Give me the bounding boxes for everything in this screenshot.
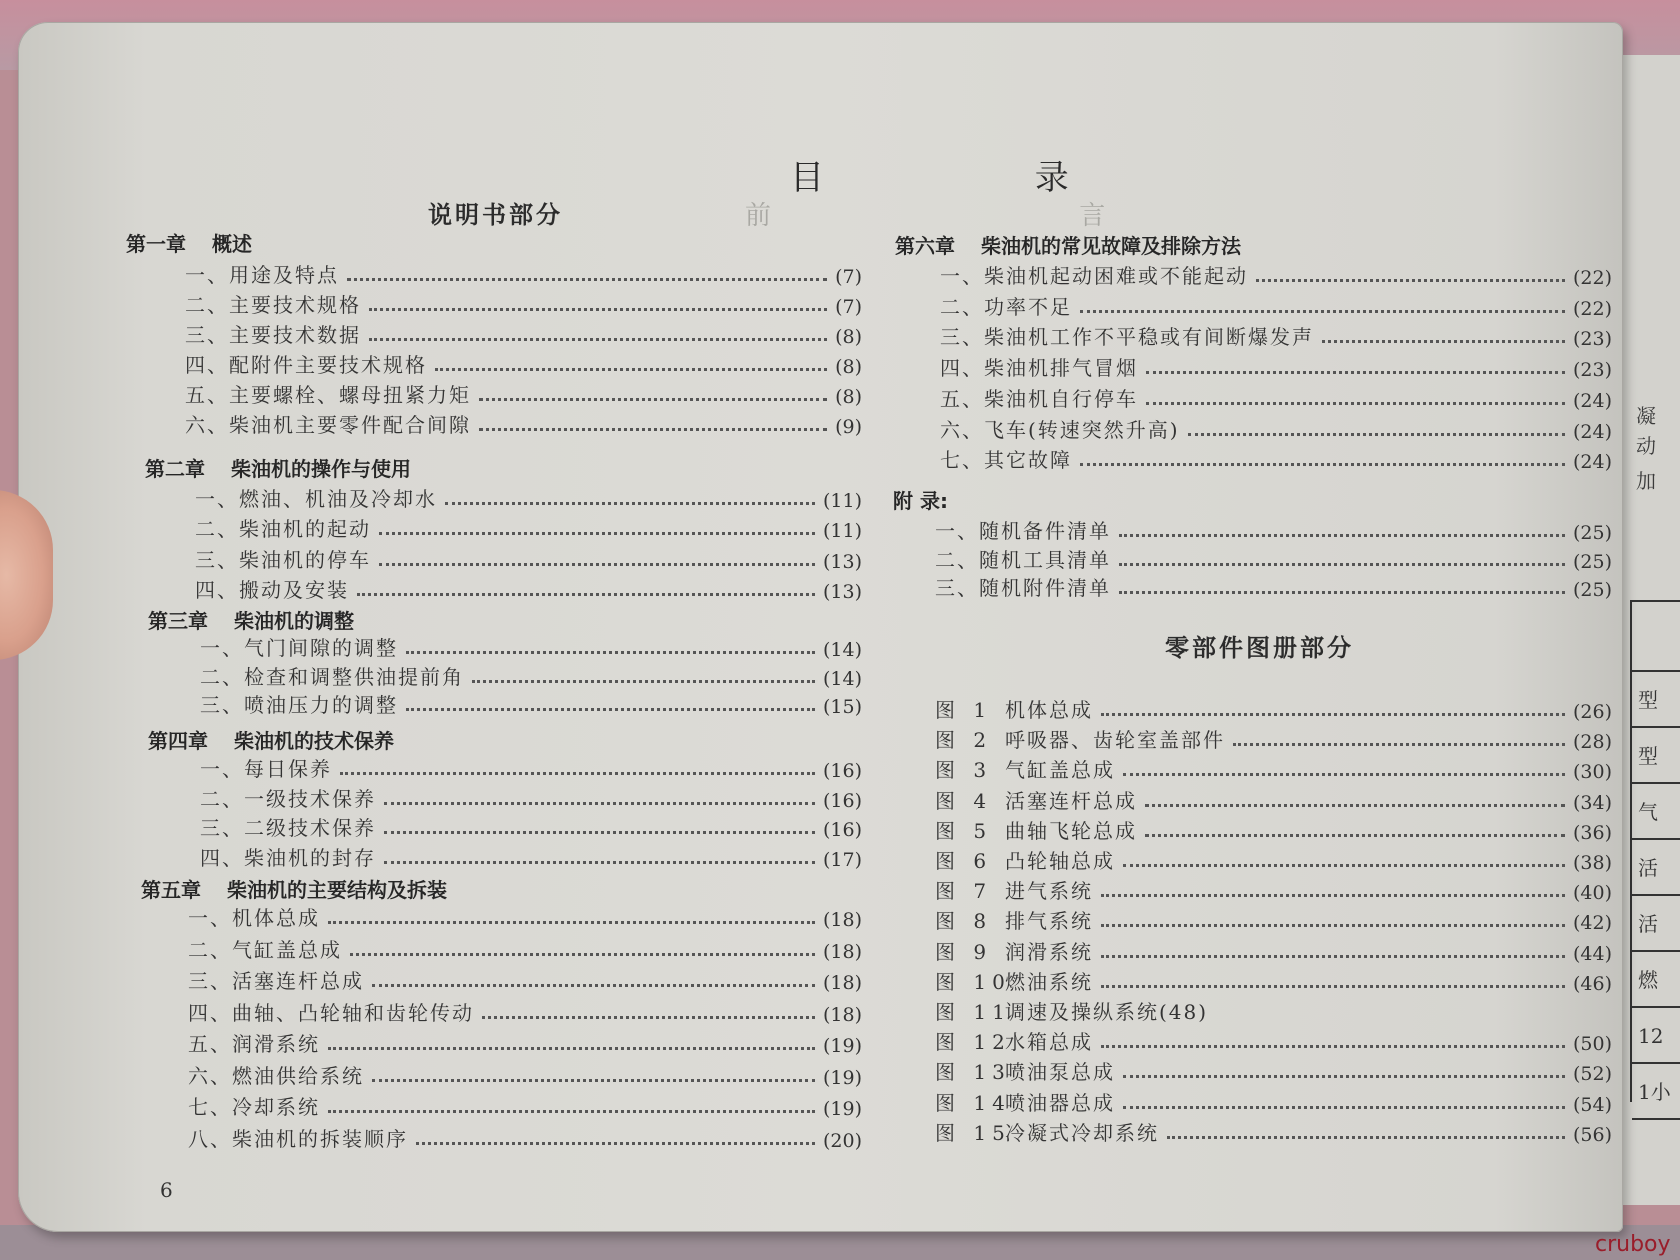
entry-label: 二、随机工具清单 xyxy=(935,547,1111,572)
entry-label: 一、每日保养 xyxy=(200,757,332,781)
dot-leader xyxy=(372,1079,815,1082)
section-heading-manual: 说明书部分 xyxy=(428,201,563,229)
entry-label: 六、柴油机主要零件配合间隙 xyxy=(185,413,471,437)
entry-label: 六、燃油供给系统 xyxy=(188,1063,364,1088)
entry-label: 二、检查和调整供油提前角 xyxy=(200,664,464,689)
chapter-number: 第三章 xyxy=(148,609,208,633)
entry-page-number: (17) xyxy=(822,848,862,871)
dot-leader xyxy=(340,772,815,775)
entry-label: 六、飞车(转速突然升高) xyxy=(940,417,1180,442)
entry-label: 一、燃油、机油及冷却水 xyxy=(195,487,437,511)
figure-number: 图 1 xyxy=(935,698,993,722)
figure-number: 图 5 xyxy=(935,818,993,843)
entry-page-number: (9) xyxy=(835,416,862,438)
dot-leader xyxy=(384,802,815,805)
section-heading-parts: 零部件图册部分 xyxy=(1165,634,1354,662)
figure-number: 图 9 xyxy=(935,939,993,964)
entry-page-number: (20) xyxy=(822,1129,862,1152)
entry-page-number: (14) xyxy=(822,667,862,690)
chapter-title: 柴油机的技术保养 xyxy=(234,729,394,753)
page-title: 目 录 xyxy=(790,158,1169,198)
toc-entry xyxy=(935,547,1612,573)
entry-page-number: (8) xyxy=(835,326,862,348)
dot-leader xyxy=(1080,310,1565,313)
entry-page-number: (7) xyxy=(835,296,862,318)
appendix-heading: 附 录: xyxy=(893,489,948,513)
toc-entry xyxy=(185,382,862,408)
entry-page-number: (13) xyxy=(822,550,862,573)
toc-entry xyxy=(940,355,1612,381)
entry-label: 三、随机附件清单 xyxy=(935,576,1111,600)
entry-label: 一、气门间隙的调整 xyxy=(200,636,398,660)
entry-page-number: (7) xyxy=(835,266,862,288)
entry-page-number: (34) xyxy=(1572,791,1612,814)
dot-leader xyxy=(328,1047,815,1050)
entry-page-number: (16) xyxy=(822,789,862,812)
dot-leader xyxy=(406,708,815,711)
entry-page-number: (15) xyxy=(822,696,862,718)
entry-label: 凸轮轴总成 xyxy=(1005,849,1115,873)
entry-label: 三、主要技术数据 xyxy=(185,323,361,347)
dot-leader xyxy=(435,368,827,371)
entry-label: 机体总成 xyxy=(1005,698,1093,722)
toc-entry xyxy=(188,1000,862,1026)
toc-entry xyxy=(200,756,862,782)
entry-page-number: (44) xyxy=(1572,942,1612,965)
entry-label: 五、润滑系统 xyxy=(188,1032,320,1056)
entry-label: 四、柴油机排气冒烟 xyxy=(940,356,1138,381)
entry-page-number: (56) xyxy=(1572,1123,1612,1146)
entry-page-number: (16) xyxy=(822,819,862,841)
figure-entry xyxy=(935,697,1612,723)
figure-entry xyxy=(935,788,1612,814)
chapter-title: 柴油机的常见故障及排除方法 xyxy=(981,234,1241,258)
next-page-table-cell: 型 xyxy=(1632,672,1680,728)
next-page-table-cell: 气 xyxy=(1632,784,1680,840)
toc-entry xyxy=(935,518,1612,544)
toc-entry xyxy=(200,786,862,812)
dot-leader xyxy=(1080,463,1565,466)
toc-entry xyxy=(200,664,862,690)
dot-leader xyxy=(1188,433,1565,436)
figure-entry xyxy=(935,878,1612,904)
dot-leader xyxy=(1123,1106,1565,1109)
entry-page-number: (40) xyxy=(1572,882,1612,905)
toc-entry xyxy=(188,1094,862,1120)
toc-entry xyxy=(940,447,1612,473)
entry-label: 三、喷油压力的调整 xyxy=(200,693,398,717)
chapter-number: 第五章 xyxy=(141,878,201,902)
dot-leader xyxy=(369,338,827,341)
entry-page-number: (36) xyxy=(1572,821,1612,844)
entry-page-number: (18) xyxy=(822,972,862,994)
entry-page-number: (18) xyxy=(822,940,862,963)
entry-label: 排气系统 xyxy=(1005,909,1093,934)
toc-entry xyxy=(188,968,862,994)
entry-page-number: (13) xyxy=(822,580,862,603)
chapter-heading xyxy=(148,725,394,754)
toc-entry xyxy=(185,412,862,438)
entry-label: 水箱总成 xyxy=(1005,1030,1093,1055)
toc-entry xyxy=(185,322,862,348)
entry-label: 二、气缸盖总成 xyxy=(188,937,342,962)
entry-page-number: (19) xyxy=(822,1098,862,1120)
entry-label: 二、功率不足 xyxy=(940,294,1072,319)
toc-entry xyxy=(940,263,1612,289)
entry-page-number: (42) xyxy=(1572,912,1612,935)
entry-page-number: (18) xyxy=(822,1003,862,1026)
dot-leader xyxy=(379,532,815,535)
figure-entry xyxy=(935,757,1612,783)
entry-page-number: (18) xyxy=(822,909,862,931)
figure-number: 图 4 xyxy=(935,788,993,813)
dot-leader xyxy=(384,831,815,834)
toc-entry xyxy=(940,324,1612,350)
entry-page-number: (26) xyxy=(1572,701,1612,723)
entry-page-number: (8) xyxy=(835,356,862,378)
chapter-heading xyxy=(126,228,252,257)
entry-page-number: (11) xyxy=(822,520,862,543)
figure-number: 图 7 xyxy=(935,879,993,904)
dot-leader xyxy=(379,563,815,566)
figure-entry xyxy=(935,1120,1612,1146)
dot-leader xyxy=(1101,985,1565,988)
entry-label: 呼吸器、齿轮室盖部件 xyxy=(1005,728,1225,753)
toc-entry xyxy=(200,815,862,841)
figure-entry xyxy=(935,1059,1612,1085)
next-page-table-cell: 12 xyxy=(1632,1008,1680,1064)
toc-entry xyxy=(185,262,862,288)
dot-leader xyxy=(1123,864,1565,867)
chapter-number: 第四章 xyxy=(148,729,208,753)
entry-page-number: (22) xyxy=(1572,297,1612,320)
entry-page-number: (11) xyxy=(822,490,862,512)
figure-entry xyxy=(935,1090,1612,1116)
watermark: cruboy xyxy=(1595,1232,1671,1257)
dot-leader xyxy=(328,921,815,924)
dot-leader xyxy=(328,1110,815,1113)
entry-label: 四、曲轴、凸轮轴和齿轮传动 xyxy=(188,1000,474,1025)
chapter-heading xyxy=(148,605,354,634)
entry-label: 二、柴油机的起动 xyxy=(195,517,371,542)
entry-label: 五、柴油机自行停车 xyxy=(940,386,1138,411)
dot-leader xyxy=(479,428,827,431)
entry-label: 燃油系统 xyxy=(1005,969,1093,994)
entry-label: 三、柴油机工作不平稳或有间断爆发声 xyxy=(940,325,1314,350)
dot-leader xyxy=(384,861,815,864)
entry-page-number: (19) xyxy=(822,1066,862,1089)
dot-leader xyxy=(1167,1136,1565,1139)
next-page-fragment: 凝 xyxy=(1636,404,1656,428)
entry-label: 四、柴油机的封存 xyxy=(200,845,376,870)
figure-number: 图 13 xyxy=(935,1060,1011,1085)
show-through-text: 前 言 xyxy=(745,201,1256,231)
entry-label: 三、活塞连杆总成 xyxy=(188,969,364,993)
dot-leader xyxy=(445,502,815,505)
figure-entry xyxy=(935,818,1612,844)
entry-label: 三、二级技术保养 xyxy=(200,816,376,840)
entry-page-number: (38) xyxy=(1572,852,1612,874)
entry-page-number: (28) xyxy=(1572,731,1612,754)
chapter-number: 第二章 xyxy=(145,457,205,481)
toc-entry xyxy=(185,292,862,318)
entry-page-number: (23) xyxy=(1572,328,1612,351)
figure-entry xyxy=(935,848,1612,874)
entry-page-number: (22) xyxy=(1572,267,1612,289)
toc-entry xyxy=(200,692,862,718)
dot-leader xyxy=(1146,371,1565,374)
figure-entry xyxy=(935,908,1612,934)
figure-entry xyxy=(935,939,1612,965)
entry-page-number: (52) xyxy=(1572,1063,1612,1086)
toc-entry xyxy=(935,575,1612,601)
dot-leader xyxy=(350,953,815,956)
next-page-table-cell: 燃 xyxy=(1632,952,1680,1008)
dot-leader xyxy=(1123,773,1565,776)
next-page-fragment: 动 xyxy=(1636,434,1656,458)
entry-label: 二、一级技术保养 xyxy=(200,786,376,811)
entry-label: 喷油泵总成 xyxy=(1005,1060,1115,1085)
figure-entry xyxy=(935,999,1612,1025)
toc-entry xyxy=(188,1126,862,1152)
figure-number: 图 12 xyxy=(935,1030,1011,1055)
entry-page-number: (24) xyxy=(1572,451,1612,474)
dot-leader xyxy=(1256,279,1565,282)
entry-label: 四、配附件主要技术规格 xyxy=(185,353,427,377)
dot-leader xyxy=(1119,534,1565,537)
entry-label: 一、柴油机起动困难或不能起动 xyxy=(940,264,1248,288)
entry-page-number: (25) xyxy=(1572,522,1612,544)
entry-label: 一、随机备件清单 xyxy=(935,519,1111,543)
entry-label: 气缸盖总成 xyxy=(1005,758,1115,783)
chapter-title: 柴油机的操作与使用 xyxy=(231,457,411,481)
figure-number: 图 14 xyxy=(935,1090,1011,1115)
entry-page-number: (24) xyxy=(1572,420,1612,443)
figure-entry xyxy=(935,1029,1612,1055)
next-page-table-cell: 活 xyxy=(1632,840,1680,896)
entry-label: 喷油器总成 xyxy=(1005,1090,1115,1115)
dot-leader xyxy=(347,278,827,281)
next-page-table-cell: 活 xyxy=(1632,896,1680,952)
entry-page-number: (23) xyxy=(1572,359,1612,382)
next-page-table xyxy=(1630,600,1680,1102)
dot-leader xyxy=(472,680,815,683)
next-page-fragment: 加 xyxy=(1636,469,1656,493)
dot-leader xyxy=(1101,1045,1565,1048)
next-page-edge xyxy=(1620,55,1680,1205)
entry-label: 调速及操纵系统(48) xyxy=(1005,1000,1209,1024)
chapter-heading xyxy=(895,230,1241,259)
page-number: 6 xyxy=(160,1178,173,1202)
toc-entry xyxy=(188,937,862,963)
entry-page-number: (8) xyxy=(835,386,862,408)
dot-leader xyxy=(1123,1075,1565,1078)
entry-page-number: (24) xyxy=(1572,389,1612,412)
entry-page-number: (30) xyxy=(1572,761,1612,784)
entry-page-number: (25) xyxy=(1572,579,1612,601)
dot-leader xyxy=(1119,591,1565,594)
entry-label: 三、柴油机的停车 xyxy=(195,547,371,572)
toc-entry xyxy=(195,577,862,603)
entry-label: 润滑系统 xyxy=(1005,939,1093,964)
dot-leader xyxy=(479,398,827,401)
toc-entry xyxy=(940,417,1612,443)
next-page-table-cell: 1小 xyxy=(1632,1064,1680,1120)
entry-page-number: (16) xyxy=(822,760,862,782)
dot-leader xyxy=(1322,340,1565,343)
entry-label: 七、冷却系统 xyxy=(188,1095,320,1119)
next-page-table-cell: 型 xyxy=(1632,728,1680,784)
dot-leader xyxy=(369,308,827,311)
toc-entry xyxy=(188,905,862,931)
chapter-number: 第六章 xyxy=(895,234,955,258)
entry-page-number: (25) xyxy=(1572,550,1612,573)
dot-leader xyxy=(1145,804,1565,807)
figure-number: 图 3 xyxy=(935,758,993,783)
dot-leader xyxy=(406,651,815,654)
toc-entry xyxy=(195,547,862,573)
dot-leader xyxy=(1101,894,1565,897)
entry-page-number: (19) xyxy=(822,1035,862,1057)
entry-label: 进气系统 xyxy=(1005,879,1093,904)
chapter-title: 柴油机的调整 xyxy=(234,609,354,633)
toc-entry xyxy=(195,516,862,542)
dot-leader xyxy=(1146,402,1565,405)
entry-page-number: (50) xyxy=(1572,1033,1612,1056)
dot-leader xyxy=(1119,563,1565,566)
dot-leader xyxy=(482,1016,815,1019)
entry-label: 一、机体总成 xyxy=(188,906,320,930)
chapter-heading xyxy=(145,453,411,482)
dot-leader xyxy=(416,1142,815,1145)
dot-leader xyxy=(372,984,815,987)
figure-number: 图 15 xyxy=(935,1120,1011,1145)
entry-page-number: (54) xyxy=(1572,1093,1612,1116)
chapter-title: 概述 xyxy=(212,232,252,256)
figure-number: 图 11 xyxy=(935,1000,1011,1024)
figure-number: 图 10 xyxy=(935,969,1011,994)
entry-label: 冷凝式冷却系统 xyxy=(1005,1120,1159,1145)
toc-entry xyxy=(195,486,862,512)
chapter-number: 第一章 xyxy=(126,232,186,256)
entry-label: 七、其它故障 xyxy=(940,448,1072,473)
dot-leader xyxy=(1101,955,1565,958)
figure-number: 图 2 xyxy=(935,728,993,753)
entry-label: 一、用途及特点 xyxy=(185,263,339,287)
entry-page-number: (14) xyxy=(822,639,862,661)
dot-leader xyxy=(1101,924,1565,927)
toc-entry xyxy=(185,352,862,378)
figure-number: 图 8 xyxy=(935,909,993,934)
toc-entry xyxy=(940,386,1612,412)
chapter-heading xyxy=(141,874,447,903)
toc-entry xyxy=(188,1063,862,1089)
toc-entry xyxy=(188,1031,862,1057)
dot-leader xyxy=(1145,834,1565,837)
entry-page-number: (46) xyxy=(1572,972,1612,995)
entry-label: 活塞连杆总成 xyxy=(1005,788,1137,813)
dot-leader xyxy=(357,593,815,596)
dot-leader xyxy=(1101,713,1565,716)
figure-entry xyxy=(935,969,1612,995)
entry-label: 五、主要螺栓、螺母扭紧力矩 xyxy=(185,383,471,407)
toc-entry xyxy=(200,845,862,871)
toc-entry xyxy=(200,635,862,661)
toc-entry xyxy=(940,294,1612,320)
figure-entry xyxy=(935,727,1612,753)
figure-number: 图 6 xyxy=(935,849,993,873)
entry-label: 二、主要技术规格 xyxy=(185,293,361,317)
dot-leader xyxy=(1233,743,1565,746)
entry-label: 四、搬动及安装 xyxy=(195,577,349,602)
entry-label: 八、柴油机的拆装顺序 xyxy=(188,1126,408,1151)
chapter-title: 柴油机的主要结构及拆装 xyxy=(227,878,447,902)
entry-label: 曲轴飞轮总成 xyxy=(1005,818,1137,843)
